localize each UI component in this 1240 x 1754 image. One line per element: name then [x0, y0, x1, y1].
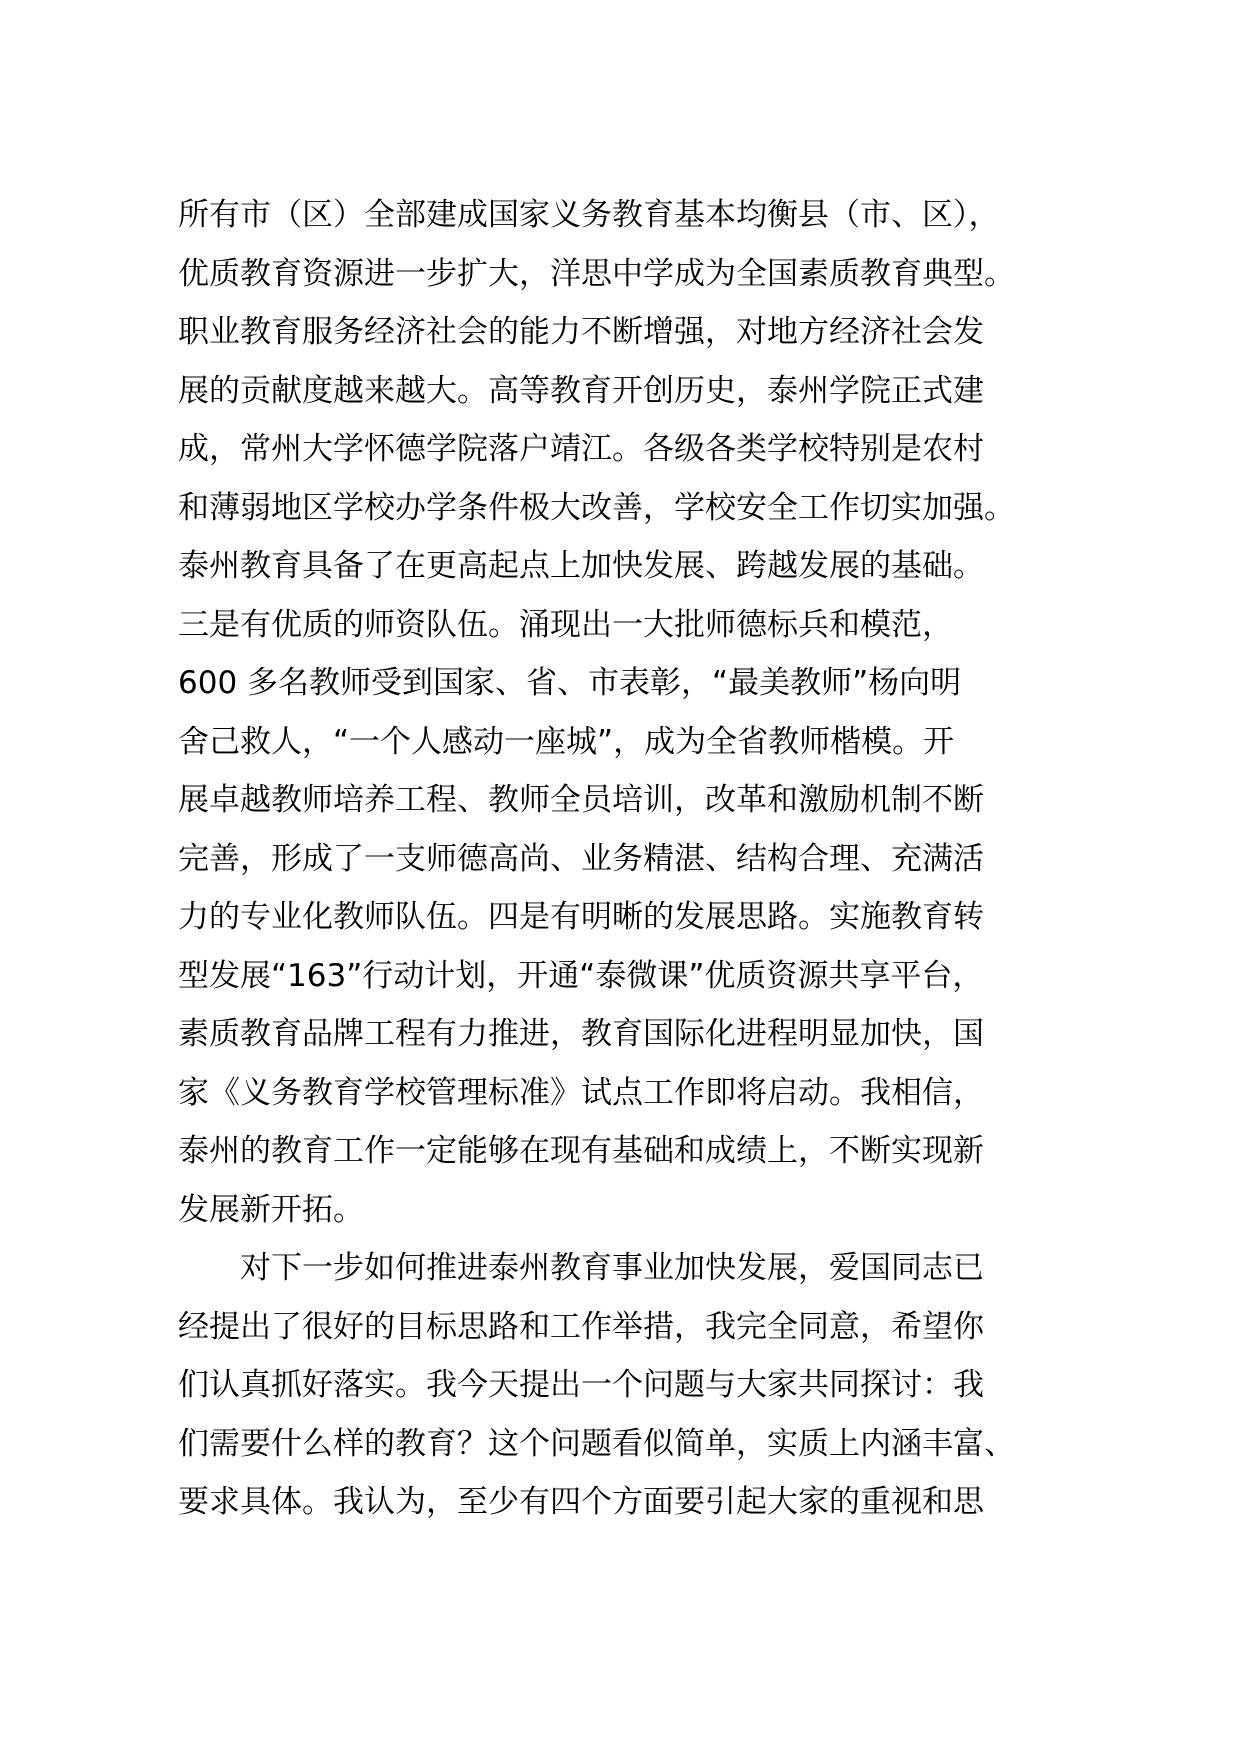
text-line: 们需要什么样的教育？这个问题看似简单，实质上内涵丰富、: [178, 1425, 1015, 1462]
text-line: 力的专业化教师队伍。四是有明晰的发展思路。实施教育转: [178, 899, 984, 935]
text-line: 600 多名教师受到国家、省、市表彰，“最美教师”杨向明: [178, 665, 962, 701]
text-line: 们认真抓好落实。我今天提出一个问题与大家共同探讨：我: [178, 1367, 984, 1403]
text-line: 家《义务教育学校管理标准》试点工作即将启动。我相信，: [178, 1074, 984, 1111]
text-line: 要求具体。我认为，至少有四个方面要引起大家的重视和思: [178, 1484, 984, 1520]
body-text: [178, 186, 1078, 1532]
text-line: 型发展“163”行动计划，开通“泰微课”优质资源共享平台，: [178, 957, 984, 994]
text-line: 经提出了很好的目标思路和工作举措，我完全同意，希望你: [178, 1308, 984, 1345]
text-line: 发展新开拓。: [178, 1191, 364, 1228]
text-line: 完善，形成了一支师德高尚、业务精湛、结构合理、充满活: [178, 840, 984, 877]
text-line: 素质教育品牌工程有力推进，教育国际化进程明显加快，国: [178, 1016, 984, 1052]
text-line: 所有市（区）全部建成国家义务教育基本均衡县（市、区），: [178, 197, 1000, 233]
text-line: 展的贡献度越来越大。高等教育开创历史，泰州学院正式建: [178, 372, 984, 409]
text-line: 泰州的教育工作一定能够在现有基础和成绩上，不断实现新: [178, 1133, 984, 1169]
text-line: 成，常州大学怀德学院落户靖江。各级各类学校特别是农村: [178, 431, 984, 467]
text-line: 三是有优质的师资队伍。涌现出一大批师德标兵和模范，: [178, 606, 953, 643]
text-line: 职业教育服务经济社会的能力不断增强，对地方经济社会发: [178, 314, 984, 350]
text-line: 泰州教育具备了在更高起点上加快发展、跨越发展的基础。: [178, 548, 984, 584]
text-line: 舍己救人，“一个人感动一座城”，成为全省教师楷模。开: [178, 723, 955, 760]
text-line: 对下一步如何推进泰州教育事业加快发展，爱国同志已: [178, 1250, 984, 1286]
text-line: 优质教育资源进一步扩大，洋思中学成为全国素质教育典型。: [178, 255, 1015, 292]
text-line: 展卓越教师培养工程、教师全员培训，改革和激励机制不断: [178, 782, 984, 818]
text-line: 和薄弱地区学校办学条件极大改善，学校安全工作切实加强。: [178, 489, 1015, 526]
